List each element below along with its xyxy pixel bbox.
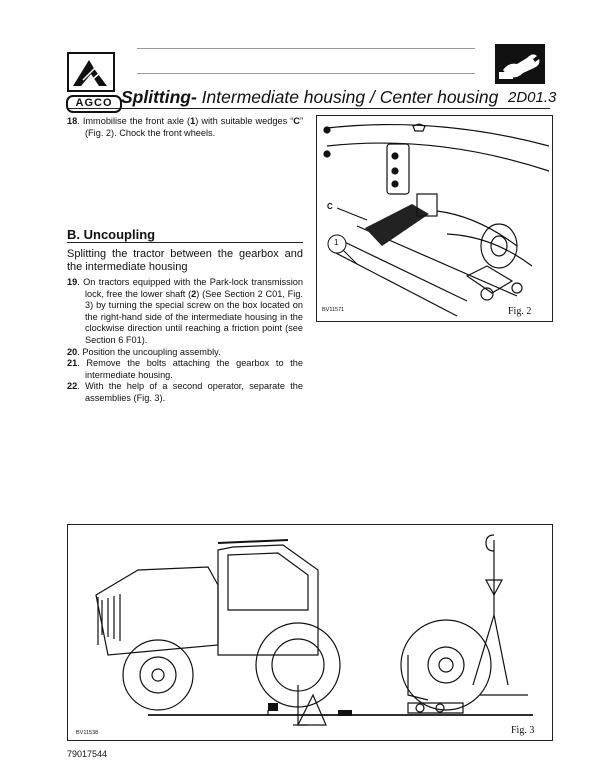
agco-logo-icon	[67, 52, 115, 92]
title-bold: Splitting-	[121, 87, 197, 107]
step-item	[67, 381, 303, 404]
section-code: 2D01.3	[508, 89, 557, 106]
step-number: 22	[67, 381, 78, 392]
step-number: 18	[67, 116, 78, 126]
step-number: 19	[67, 277, 78, 287]
document-number: 79017544	[67, 749, 108, 759]
step-number: 21	[67, 358, 78, 369]
section-heading: B. Uncoupling	[67, 227, 156, 242]
title-rest: Intermediate housing / Center housing	[196, 87, 499, 107]
step-text: . With the help of a second operator, separate the assemblies (Fig. 3).	[77, 381, 303, 403]
step-text: . Immobilise the front axle (1) with suitable wedges “C” (Fig. 2). Chock the front wheels.	[77, 116, 303, 138]
figure-2-illustration	[317, 116, 552, 321]
figure-3	[67, 524, 553, 741]
step-item	[67, 277, 303, 347]
header-rule-top	[137, 48, 475, 49]
section-subheading: Splitting the tractor between the gearbox and the intermediate housing	[67, 248, 303, 273]
step-number: 20	[67, 346, 78, 357]
fig3-code: BV11538	[76, 730, 99, 736]
figure-3-illustration	[68, 525, 552, 740]
steps-list	[67, 277, 303, 405]
fig2-code: BV11571	[322, 307, 345, 313]
step-item	[67, 358, 303, 381]
fig2-caption: Fig. 2	[508, 306, 532, 317]
fig3-caption: Fig. 3	[511, 725, 535, 736]
page-title	[121, 87, 498, 108]
brand-text: AGCO	[75, 97, 113, 109]
brand-badge	[66, 95, 122, 113]
steps-top	[67, 116, 303, 139]
step-text: . On tractors equipped with the Park-lock transmission lock, free the lower shaft (2) (See Section 2 C01, Fig. 3) by turning the special screw on the box located on the right-hand side of the intermediate housing in the clockwise direction until reaching a friction point (see Section 6 F01).	[77, 277, 303, 345]
header-rule-middle	[137, 73, 475, 74]
fig2-label-c: C	[327, 202, 333, 211]
section-rule	[67, 242, 303, 243]
wrench-hand-icon	[495, 44, 545, 84]
title-rule	[67, 108, 550, 109]
fig2-label-1: 1	[334, 238, 339, 247]
step-item	[67, 347, 303, 359]
step-text: . Remove the bolts attaching the gearbox to the intermediate housing.	[77, 358, 303, 380]
step-item	[67, 116, 303, 139]
step-text: . Position the uncoupling assembly.	[77, 346, 221, 357]
figure-2	[316, 115, 553, 322]
